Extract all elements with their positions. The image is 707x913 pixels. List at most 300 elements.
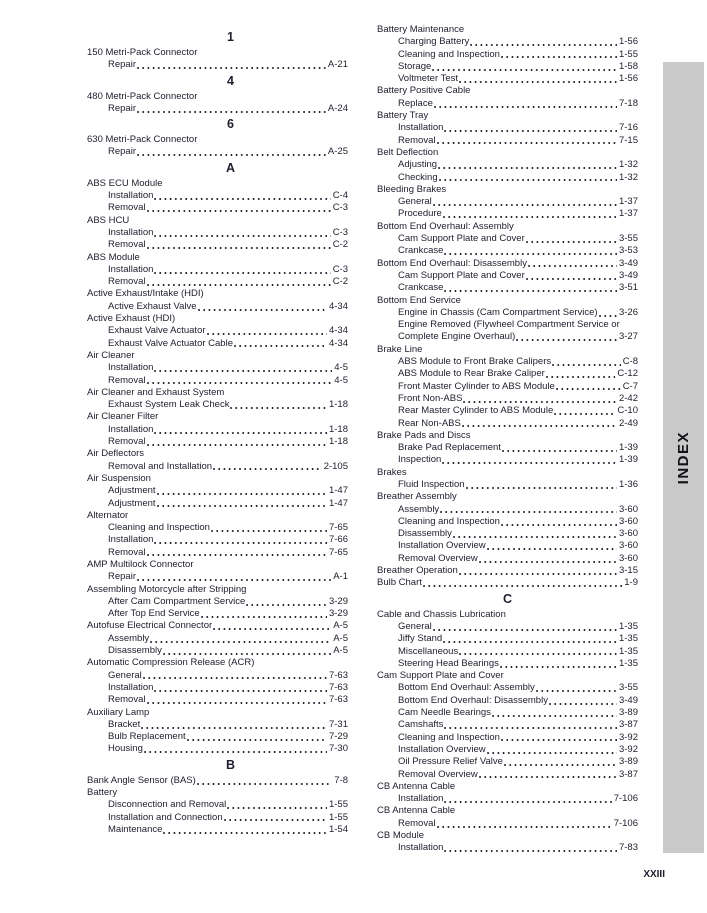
- entry-page: 3-51: [618, 282, 638, 294]
- index-entry: [377, 135, 638, 147]
- index-entry: [377, 282, 638, 294]
- index-entry: [87, 202, 348, 214]
- entry-page: A-5: [333, 645, 348, 657]
- entry-label: CB Antenna Cable: [377, 805, 456, 817]
- entry-page: 4-34: [328, 325, 348, 337]
- entry-page: 1-39: [618, 454, 638, 466]
- dot-leader: [213, 467, 322, 471]
- index-entry: [377, 491, 638, 503]
- entry-label: Bottom End Overhaul: Disassembly: [377, 257, 527, 269]
- dot-leader: [147, 246, 331, 250]
- index-entry: [87, 47, 348, 59]
- entry-label: Steering Head Bearings: [398, 657, 499, 669]
- entry-label: Assembly: [108, 632, 150, 644]
- dot-leader: [197, 782, 332, 786]
- dot-leader: [213, 627, 331, 631]
- index-entry: [377, 233, 638, 245]
- index-entry: [377, 245, 638, 257]
- entry-page: 4-5: [334, 374, 348, 386]
- index-entry: [87, 824, 348, 836]
- entry-label: Installation Overview: [398, 743, 486, 755]
- index-entry: [377, 719, 638, 731]
- index-entry: [87, 596, 348, 608]
- entry-page: C-12: [617, 368, 638, 380]
- entry-label: Cam Needle Bearings: [398, 707, 491, 719]
- entry-label: Disassembly: [398, 528, 452, 540]
- entry-label: Installation: [108, 681, 154, 693]
- entry-label: Brake Pad Replacement: [398, 442, 501, 454]
- index-side-tab: [663, 62, 704, 853]
- entry-page: 7-15: [618, 134, 638, 146]
- index-entry: [87, 134, 348, 146]
- index-entry: [87, 448, 348, 460]
- index-entry: [377, 172, 638, 184]
- index-entry: [377, 565, 638, 577]
- dot-leader: [437, 141, 617, 145]
- entry-label: Procedure: [398, 208, 442, 220]
- index-entry: [377, 344, 638, 356]
- entry-label: After Cam Compartment Service: [108, 595, 246, 607]
- entry-label: Adjustment: [108, 497, 156, 509]
- index-entry: [87, 252, 348, 264]
- index-entry: [377, 159, 638, 171]
- entry-page: 1-55: [618, 48, 638, 60]
- dot-leader: [528, 264, 617, 268]
- entry-label: Adjustment: [108, 485, 156, 497]
- dot-leader: [466, 486, 617, 490]
- entry-label: CB Module: [377, 830, 424, 841]
- index-entry: [87, 473, 348, 485]
- index-entry: [377, 670, 638, 682]
- entry-page: 3-15: [618, 565, 638, 577]
- dot-leader: [433, 203, 617, 207]
- entry-label: Installation: [108, 362, 154, 374]
- entry-page: 7-16: [618, 122, 638, 134]
- index-entry: [87, 707, 348, 719]
- index-entry: [87, 227, 348, 239]
- dot-leader: [536, 689, 617, 693]
- entry-page: A-24: [327, 102, 348, 114]
- entry-label: Brake Pads and Discs: [377, 429, 471, 441]
- entry-page: 7-65: [328, 546, 348, 558]
- entry-page: 1-9: [624, 577, 638, 589]
- entry-label: Fluid Inspection: [398, 478, 465, 490]
- entry-page: 3-49: [618, 694, 638, 706]
- dot-leader: [444, 289, 617, 293]
- dot-leader: [154, 689, 327, 693]
- index-entry: [377, 430, 638, 442]
- entry-label: Complete Engine Overhaul): [398, 331, 516, 343]
- entry-label: Removal: [108, 239, 146, 251]
- entry-page: C-2: [332, 276, 348, 288]
- dot-leader: [137, 578, 331, 582]
- entry-page: 7-66: [328, 534, 348, 546]
- index-entry: [87, 103, 348, 115]
- entry-page: C-8: [622, 356, 638, 368]
- index-entry: [377, 682, 638, 694]
- entry-label: CB Antenna Cable: [377, 780, 456, 792]
- dot-leader: [147, 701, 327, 705]
- entry-page: C-3: [332, 202, 348, 214]
- entry-page: 1-18: [328, 399, 348, 411]
- entry-label: Installation: [108, 423, 154, 435]
- entry-label: Active Exhaust Valve: [108, 300, 197, 312]
- dot-leader: [487, 751, 617, 755]
- index-entry: [377, 393, 638, 405]
- index-entry: [87, 399, 348, 411]
- entry-label: Installation: [398, 793, 444, 805]
- index-entry: [377, 184, 638, 196]
- index-entry: [377, 221, 638, 233]
- index-entry: [377, 196, 638, 208]
- entry-page: 1-39: [618, 442, 638, 454]
- index-entry: [377, 707, 638, 719]
- dot-leader: [444, 129, 617, 133]
- index-entry: [377, 646, 638, 658]
- entry-label: Removal: [108, 276, 146, 288]
- dot-leader: [433, 628, 617, 632]
- index-entry: [377, 36, 638, 48]
- entry-label: Alternator: [87, 509, 129, 521]
- index-entry: [87, 362, 348, 374]
- entry-label: Installation Overview: [398, 540, 486, 552]
- entry-label: Bank Angle Sensor (BAS): [87, 774, 196, 786]
- entry-label: General: [398, 196, 432, 208]
- entry-label: 630 Metri-Pack Connector: [87, 134, 198, 146]
- entry-page: 2-105: [323, 460, 348, 472]
- entry-label: Air Cleaner: [87, 349, 135, 361]
- dot-leader: [526, 277, 617, 281]
- entry-label: Disassembly: [108, 645, 162, 657]
- dot-leader: [137, 153, 326, 157]
- entry-page: 1-35: [618, 633, 638, 645]
- index-entry: [377, 418, 638, 430]
- index-entry: [87, 645, 348, 657]
- entry-page: 3-29: [328, 608, 348, 620]
- index-entry: [377, 368, 638, 380]
- index-entry: [87, 190, 348, 202]
- index-entry: [87, 59, 348, 71]
- entry-page: 1-47: [328, 485, 348, 497]
- dot-leader: [150, 640, 331, 644]
- entry-label: Cleaning and Inspection: [108, 522, 210, 534]
- index-entry: [87, 522, 348, 534]
- dot-leader: [504, 763, 617, 767]
- entry-label: Installation: [398, 122, 444, 134]
- dot-leader: [147, 443, 327, 447]
- index-entry: [377, 553, 638, 565]
- entry-page: A-5: [333, 632, 348, 644]
- index-entry: [377, 805, 638, 817]
- index-entry: [377, 504, 638, 516]
- entry-label: Disconnection and Removal: [108, 799, 227, 811]
- index-entry: [377, 270, 638, 282]
- index-entry: [87, 812, 348, 824]
- index-entry: [87, 633, 348, 645]
- index-entry: [377, 356, 638, 368]
- index-entry: [377, 528, 638, 540]
- entry-label: Exhaust Valve Actuator: [108, 325, 206, 337]
- entry-page: 7-83: [618, 842, 638, 854]
- index-entry: [87, 799, 348, 811]
- index-entry: [87, 424, 348, 436]
- entry-label: General: [398, 620, 432, 632]
- dot-leader: [440, 510, 617, 514]
- entry-label: Cam Support Plate and Cover: [398, 269, 525, 281]
- entry-label: Active Exhaust/Intake (HDI): [87, 288, 204, 300]
- dot-leader: [502, 449, 617, 453]
- index-entry: [87, 498, 348, 510]
- index-entry: [377, 24, 638, 36]
- dot-leader: [444, 726, 617, 730]
- index-entry: [87, 350, 348, 362]
- dot-leader: [479, 775, 617, 779]
- entry-label: Replace: [398, 97, 433, 109]
- entry-label: Repair: [108, 59, 136, 71]
- dot-leader: [439, 178, 617, 182]
- index-entry: [377, 307, 638, 319]
- index-entry: [377, 609, 638, 621]
- entry-page: 7-63: [328, 681, 348, 693]
- entry-page: 1-54: [328, 823, 348, 835]
- index-entry: [87, 731, 348, 743]
- entry-page: C-10: [617, 405, 638, 417]
- entry-label: Front Non-ABS: [398, 392, 463, 404]
- entry-label: Bottom End Overhaul: Assembly: [377, 220, 514, 232]
- dot-leader: [141, 726, 327, 730]
- index-entry: [87, 608, 348, 620]
- entry-page: 1-18: [328, 423, 348, 435]
- entry-page: 3-60: [618, 540, 638, 552]
- entry-page: 1-18: [328, 436, 348, 448]
- dot-leader: [442, 461, 617, 465]
- entry-label: Engine Removed (Flywheel Compartment Service or: [398, 319, 620, 331]
- index-entry: [87, 461, 348, 473]
- dot-leader: [211, 529, 327, 533]
- entry-page: 7-106: [613, 817, 638, 829]
- index-entry: [377, 122, 638, 134]
- entry-page: A-1: [333, 571, 348, 583]
- index-entry: [377, 110, 638, 122]
- index-column-left: [87, 28, 348, 836]
- dot-leader: [501, 55, 617, 59]
- index-entry: [377, 258, 638, 270]
- dot-leader: [187, 738, 327, 742]
- entry-page: A-25: [327, 146, 348, 158]
- entry-page: 1-58: [618, 60, 638, 72]
- entry-label: Housing: [108, 743, 143, 755]
- entry-label: Exhaust System Leak Check: [108, 399, 230, 411]
- entry-page: 4-5: [334, 362, 348, 374]
- dot-leader: [459, 80, 617, 84]
- entry-page: C-3: [332, 263, 348, 275]
- dot-leader: [234, 344, 327, 348]
- entry-label: Oil Pressure Relief Valve: [398, 756, 503, 768]
- index-entry: [87, 91, 348, 103]
- dot-leader: [444, 252, 617, 256]
- entry-label: Installation: [108, 190, 154, 202]
- entry-label: AMP Multilock Connector: [87, 558, 194, 570]
- index-entry: [87, 620, 348, 632]
- entry-label: Removal Overview: [398, 768, 478, 780]
- entry-label: Bottom End Overhaul: Assembly: [398, 682, 535, 694]
- index-entry: [377, 85, 638, 97]
- entry-label: Battery: [87, 787, 118, 799]
- index-entry: [87, 694, 348, 706]
- entry-label: Repair: [108, 571, 136, 583]
- dot-leader: [423, 584, 622, 588]
- entry-page: 3-89: [618, 756, 638, 768]
- entry-label: Crankcase: [398, 245, 444, 257]
- entry-label: Removal: [108, 374, 146, 386]
- entry-label: Active Exhaust (HDI): [87, 313, 176, 325]
- entry-label: Rear Master Cylinder to ABS Module: [398, 405, 554, 417]
- index-entry: [377, 732, 638, 744]
- dot-leader: [556, 387, 621, 391]
- entry-page: 1-56: [618, 73, 638, 85]
- dot-leader: [459, 572, 617, 576]
- dot-leader: [462, 424, 617, 428]
- index-entry: [87, 264, 348, 276]
- entry-label: Voltmeter Test: [398, 73, 459, 85]
- entry-label: Adjusting: [398, 159, 438, 171]
- index-entry: [377, 695, 638, 707]
- entry-page: 1-36: [618, 478, 638, 490]
- entry-label: Bleeding Brakes: [377, 183, 447, 195]
- index-entry: [377, 73, 638, 85]
- index-entry: [377, 830, 638, 842]
- index-entry: [87, 510, 348, 522]
- entry-label: Miscellaneous: [398, 645, 459, 657]
- entry-label: Air Cleaner and Exhaust System: [87, 386, 225, 398]
- index-entry: [377, 793, 638, 805]
- entry-label: Maintenance: [108, 823, 163, 835]
- entry-label: Cleaning and Inspection: [398, 731, 500, 743]
- index-entry: [377, 633, 638, 645]
- index-entry: [87, 276, 348, 288]
- dot-leader: [444, 849, 617, 853]
- entry-page: 3-89: [618, 707, 638, 719]
- entry-label: Cleaning and Inspection: [398, 515, 500, 527]
- entry-label: General: [108, 669, 142, 681]
- dot-leader: [437, 825, 612, 829]
- index-entry: [87, 387, 348, 399]
- entry-label: Battery Tray: [377, 110, 429, 122]
- entry-label: Removal Overview: [398, 552, 478, 564]
- entry-page: 3-27: [618, 331, 638, 343]
- entry-page: 1-47: [328, 497, 348, 509]
- entry-page: 1-55: [328, 811, 348, 823]
- entry-label: ABS ECU Module: [87, 177, 163, 189]
- entry-label: Auxiliary Lamp: [87, 706, 150, 718]
- index-entry: [377, 818, 638, 830]
- index-entry: [377, 621, 638, 633]
- dot-leader: [599, 314, 617, 318]
- entry-label: Jiffy Stand: [398, 633, 443, 645]
- entry-label: Removal and Installation: [108, 460, 213, 472]
- index-entry: [377, 49, 638, 61]
- entry-page: C-7: [622, 380, 638, 392]
- section-header: B: [225, 757, 236, 772]
- index-entry: [377, 319, 638, 331]
- entry-label: 480 Metri-Pack Connector: [87, 90, 198, 102]
- entry-page: 3-60: [618, 528, 638, 540]
- entry-label: Checking: [398, 171, 438, 183]
- dot-leader: [487, 547, 617, 551]
- index-entry: [87, 485, 348, 497]
- entry-page: 4-34: [328, 337, 348, 349]
- entry-page: 7-30: [328, 743, 348, 755]
- dot-leader: [453, 535, 617, 539]
- index-entry: [377, 756, 638, 768]
- entry-label: Repair: [108, 102, 136, 114]
- entry-page: 3-60: [618, 552, 638, 564]
- entry-page: 3-29: [328, 595, 348, 607]
- dot-leader: [154, 369, 332, 373]
- entry-page: 1-32: [618, 171, 638, 183]
- dot-leader: [470, 43, 617, 47]
- dot-leader: [444, 800, 611, 804]
- index-entry: [87, 375, 348, 387]
- index-entry: [377, 405, 638, 417]
- dot-leader: [137, 110, 326, 114]
- index-entry: [377, 467, 638, 479]
- entry-page: C-3: [332, 226, 348, 238]
- index-entry: [87, 215, 348, 227]
- dot-leader: [157, 504, 327, 508]
- entry-page: 3-53: [618, 245, 638, 257]
- dot-leader: [147, 209, 331, 213]
- dot-leader: [438, 166, 617, 170]
- entry-page: 3-55: [618, 233, 638, 245]
- entry-page: 7-106: [613, 793, 638, 805]
- entry-page: 3-49: [618, 257, 638, 269]
- dot-leader: [143, 676, 327, 680]
- dot-leader: [552, 363, 621, 367]
- index-column-right: [377, 24, 638, 855]
- dot-leader: [154, 541, 327, 545]
- entry-label: Rear Non-ABS: [398, 417, 461, 429]
- entry-page: 7-63: [328, 669, 348, 681]
- entry-page: 1-35: [618, 620, 638, 632]
- index-entry: [87, 146, 348, 158]
- dot-leader: [492, 714, 617, 718]
- entry-page: 1-55: [328, 799, 348, 811]
- index-tab-label: INDEX: [675, 430, 692, 485]
- entry-label: Brakes: [377, 466, 407, 478]
- entry-label: Cam Support Plate and Cover: [398, 233, 525, 245]
- entry-label: ABS Module: [87, 251, 140, 263]
- dot-leader: [516, 338, 617, 342]
- entry-label: Cam Support Plate and Cover: [377, 670, 504, 682]
- index-entry: [87, 559, 348, 571]
- entry-label: Battery Maintenance: [377, 24, 465, 35]
- entry-label: Air Cleaner Filter: [87, 411, 159, 423]
- entry-label: Battery Positive Cable: [377, 85, 471, 97]
- entry-label: Brake Line: [377, 343, 423, 355]
- entry-page: 3-49: [618, 269, 638, 281]
- entry-page: 1-35: [618, 657, 638, 669]
- entry-label: Bottom End Overhaul: Disassembly: [398, 694, 548, 706]
- index-entry: [87, 436, 348, 448]
- entry-label: Bracket: [108, 718, 141, 730]
- index-entry: [377, 208, 638, 220]
- entry-page: 1-35: [618, 645, 638, 657]
- dot-leader: [207, 332, 327, 336]
- entry-label: Charging Battery: [398, 36, 470, 48]
- entry-page: 7-18: [618, 97, 638, 109]
- entry-label: Installation and Connection: [108, 811, 223, 823]
